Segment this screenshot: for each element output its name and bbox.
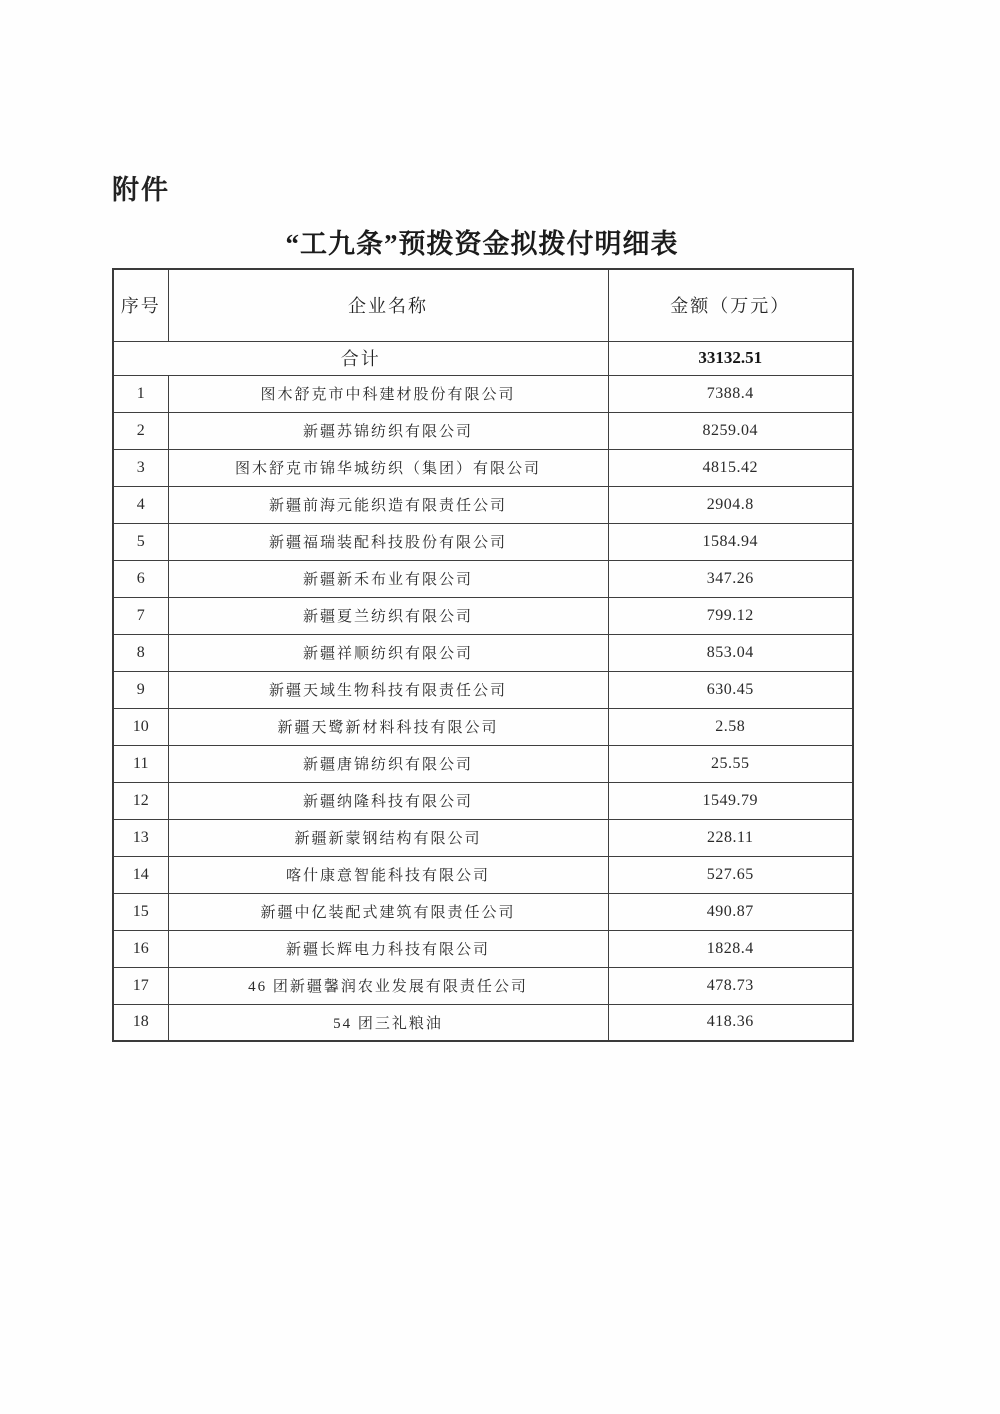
table-row [113, 523, 853, 560]
row-index: 13 [113, 819, 168, 856]
attachment-label: 附件 [112, 175, 170, 205]
company-name: 54 团三礼粮油 [168, 1004, 608, 1041]
row-index: 1 [113, 375, 168, 412]
row-index: 12 [113, 782, 168, 819]
row-index: 2 [113, 412, 168, 449]
company-name: 图木舒克市中科建材股份有限公司 [168, 375, 608, 412]
table-row [113, 708, 853, 745]
amount-value: 478.73 [608, 967, 853, 1004]
amount-value: 490.87 [608, 893, 853, 930]
company-name: 新疆纳隆科技有限公司 [168, 782, 608, 819]
table-row [113, 634, 853, 671]
amount-value: 853.04 [608, 634, 853, 671]
company-name: 46 团新疆馨润农业发展有限责任公司 [168, 967, 608, 1004]
company-name: 新疆天域生物科技有限责任公司 [168, 671, 608, 708]
row-index: 5 [113, 523, 168, 560]
company-name: 新疆中亿装配式建筑有限责任公司 [168, 893, 608, 930]
amount-value: 25.55 [608, 745, 853, 782]
company-name: 新疆新禾布业有限公司 [168, 560, 608, 597]
row-index: 10 [113, 708, 168, 745]
row-index: 6 [113, 560, 168, 597]
table-row [113, 412, 853, 449]
amount-value: 1584.94 [608, 523, 853, 560]
company-name: 新疆长辉电力科技有限公司 [168, 930, 608, 967]
table-row [113, 893, 853, 930]
company-name: 新疆苏锦纺织有限公司 [168, 412, 608, 449]
table-row [113, 671, 853, 708]
company-name: 新疆夏兰纺织有限公司 [168, 597, 608, 634]
row-index: 8 [113, 634, 168, 671]
amount-value: 228.11 [608, 819, 853, 856]
row-index: 9 [113, 671, 168, 708]
table-row [113, 597, 853, 634]
amount-value: 418.36 [608, 1004, 853, 1041]
row-index: 4 [113, 486, 168, 523]
table-row [113, 449, 853, 486]
table-body [113, 341, 853, 1041]
row-index: 16 [113, 930, 168, 967]
header-index: 序号 [113, 269, 168, 341]
amount-value: 630.45 [608, 671, 853, 708]
company-name: 喀什康意智能科技有限公司 [168, 856, 608, 893]
table-row [113, 486, 853, 523]
amount-value: 1549.79 [608, 782, 853, 819]
table-header-row [113, 269, 853, 341]
company-name: 新疆唐锦纺织有限公司 [168, 745, 608, 782]
amount-value: 527.65 [608, 856, 853, 893]
total-row [113, 341, 853, 375]
amount-value: 7388.4 [608, 375, 853, 412]
table-row [113, 819, 853, 856]
company-name: 新疆天鹭新材料科技有限公司 [168, 708, 608, 745]
row-index: 3 [113, 449, 168, 486]
amount-value: 799.12 [608, 597, 853, 634]
table-row [113, 1004, 853, 1041]
company-name: 新疆前海元能织造有限责任公司 [168, 486, 608, 523]
table-row [113, 560, 853, 597]
amount-value: 1828.4 [608, 930, 853, 967]
amount-value: 2904.8 [608, 486, 853, 523]
amount-value: 2.58 [608, 708, 853, 745]
table-row [113, 745, 853, 782]
row-index: 14 [113, 856, 168, 893]
amount-value: 4815.42 [608, 449, 853, 486]
table-row [113, 782, 853, 819]
amount-value: 347.26 [608, 560, 853, 597]
table-row [113, 375, 853, 412]
row-index: 18 [113, 1004, 168, 1041]
table-row [113, 856, 853, 893]
row-index: 11 [113, 745, 168, 782]
row-index: 7 [113, 597, 168, 634]
amount-value: 8259.04 [608, 412, 853, 449]
company-name: 新疆福瑞装配科技股份有限公司 [168, 523, 608, 560]
company-name: 新疆新蒙钢结构有限公司 [168, 819, 608, 856]
header-company-name: 企业名称 [168, 269, 608, 341]
row-index: 15 [113, 893, 168, 930]
total-amount: 33132.51 [608, 341, 853, 375]
table-row [113, 930, 853, 967]
header-amount: 金额（万元） [608, 269, 853, 341]
table-row [113, 967, 853, 1004]
row-index: 17 [113, 967, 168, 1004]
funds-table [112, 268, 854, 1042]
total-label: 合计 [113, 341, 608, 375]
page-title: “工九条”预拨资金拟拨付明细表 [285, 229, 679, 259]
company-name: 图木舒克市锦华城纺织（集团）有限公司 [168, 449, 608, 486]
company-name: 新疆祥顺纺织有限公司 [168, 634, 608, 671]
